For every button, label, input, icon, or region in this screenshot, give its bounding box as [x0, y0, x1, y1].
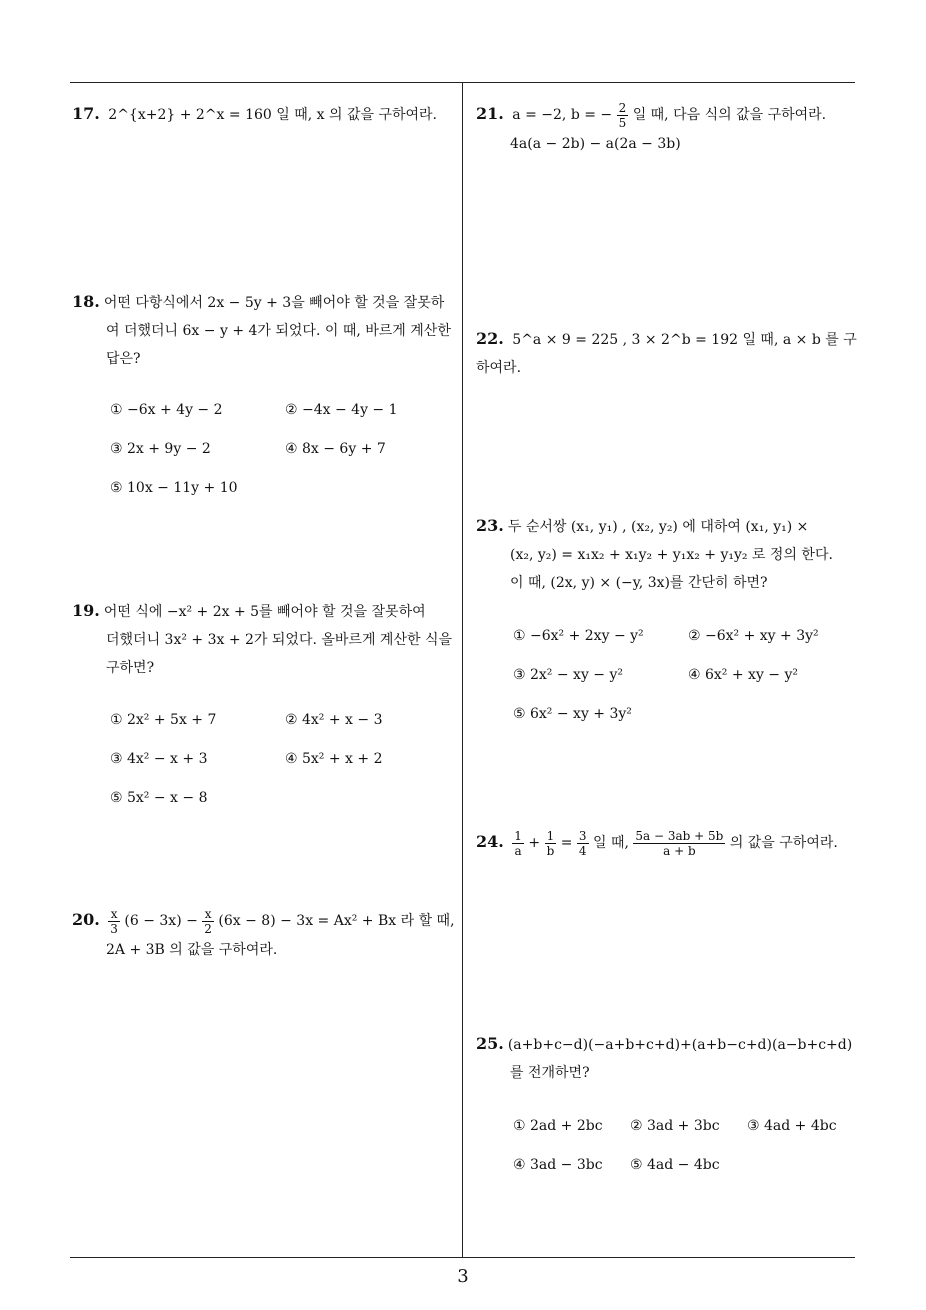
column-divider [462, 82, 463, 1258]
problem-text-line: 를 전개하면? [510, 1065, 590, 1081]
problem-24 [476, 828, 861, 858]
problem-number: 20. [72, 910, 100, 929]
expression-part: 일 때, 다음 식의 값을 구하여라. [632, 107, 827, 123]
problem-number: 21. [476, 104, 504, 123]
problem-text-line: (a+b+c−d)(−a+b+c+d)+(a+b−c+d)(a−b+c+d) [507, 1037, 853, 1053]
problem-text-line: 4a(a − 2b) − a(2a − 3b) [510, 135, 681, 152]
fraction: $\frac{1}{a}$ [514, 828, 522, 858]
problem-25 [476, 1030, 861, 1087]
problem-20 [72, 906, 457, 964]
expression-part: 의 값을 구하여라. [729, 835, 838, 851]
problem-text: 2^{x+2} + 2^x = 160 일 때, x 의 값을 구하여라. [108, 107, 438, 123]
problem-22 [476, 325, 861, 382]
choice-1[interactable]: ① −6x² + 2xy − y² [513, 628, 644, 644]
choice-5[interactable]: ⑤ 5x² − x − 8 [110, 790, 208, 806]
problem-number: 18. [72, 292, 100, 311]
problem-18 [72, 288, 457, 373]
choice-3[interactable]: ③ 4x² − x + 3 [110, 751, 208, 767]
fraction: $\frac{x}{2}$ [204, 906, 212, 936]
fraction: $\frac{2}{5}$ [618, 100, 627, 130]
choice-5[interactable]: ⑤ 10x − 11y + 10 [110, 480, 238, 496]
choices-23 [513, 624, 853, 734]
choice-4[interactable]: ④ 3ad − 3bc [513, 1157, 603, 1173]
choice-1[interactable]: ① 2x² + 5x + 7 [110, 712, 217, 728]
problem-text-line: 어떤 다항식에서 2x − 5y + 3을 빼어야 할 것을 잘못하 [103, 295, 445, 311]
problem-text-line: 답은? [106, 351, 141, 367]
choice-4[interactable]: ④ 8x − 6y + 7 [285, 441, 386, 457]
choice-3[interactable]: ③ 2x² − xy − y² [513, 667, 624, 683]
choice-4[interactable]: ④ 6x² + xy − y² [688, 667, 799, 683]
choices-19 [110, 708, 450, 818]
problem-text-line: 이 때, (2x, y) × (−y, 3x)를 간단히 하면? [510, 575, 768, 591]
choice-2[interactable]: ② 4x² + x − 3 [285, 712, 383, 728]
problem-number: 22. [476, 329, 504, 348]
fraction: $\frac{3}{4}$ [578, 828, 587, 858]
operator: + [528, 835, 541, 851]
choice-2[interactable]: ② −6x² + xy + 3y² [688, 628, 819, 644]
expression-part: 일 때, [593, 835, 629, 851]
problem-23 [476, 512, 861, 597]
problem-text-line: 어떤 식에 −x² + 2x + 5를 빼어야 할 것을 잘못하여 [103, 604, 426, 620]
problem-number: 17. [72, 104, 100, 123]
choices-18 [110, 398, 450, 508]
operator: = [560, 835, 573, 851]
problem-21 [476, 100, 861, 158]
problem-number: 19. [72, 601, 100, 620]
problem-text-line: 더했더니 3x² + 3x + 2가 되었다. 올바르게 계산한 식을 [106, 632, 452, 648]
problem-text-line: 구하면? [106, 660, 155, 676]
choice-3[interactable]: ③ 2x + 9y − 2 [110, 441, 211, 457]
choice-1[interactable]: ① −6x + 4y − 2 [110, 402, 223, 418]
problem-number: 23. [476, 516, 504, 535]
choices-25 [513, 1114, 853, 1184]
fraction: $\frac{5a - 3ab + 5b}{a + b}$ [635, 828, 724, 858]
expression-part: (6x − 8) − 3x = Ax² + Bx 라 할 때, [218, 913, 455, 929]
expression-part: (6 − 3x) − [124, 913, 198, 929]
fraction: $\frac{1}{b}$ [546, 828, 555, 858]
problem-text-line: 두 순서쌍 (x₁, y₁) , (x₂, y₂) 에 대하여 (x₁, y₁) × [507, 519, 809, 535]
page-number: 3 [457, 1266, 469, 1287]
problem-19 [72, 597, 457, 682]
problem-text: 5^a × 9 = 225 , 3 × 2^b = 192 일 때, a × b 를 구하여라. [476, 332, 857, 376]
bottom-rule [70, 1257, 855, 1258]
problem-text-line: (x₂, y₂) = x₁x₂ + x₁y₂ + y₁x₂ + y₁y₂ 로 정의 한다. [510, 547, 833, 563]
expression-part: a = −2, b = − [512, 107, 613, 123]
problem-text-line: 여 더했더니 6x − y + 4가 되었다. 이 때, 바르게 계산한 [106, 323, 451, 339]
problem-text-line: 2A + 3B 의 값을 구하여라. [106, 941, 278, 958]
problem-17 [72, 100, 457, 129]
choice-2[interactable]: ② −4x − 4y − 1 [285, 402, 398, 418]
choice-4[interactable]: ④ 5x² + x + 2 [285, 751, 383, 767]
choice-5[interactable]: ⑤ 6x² − xy + 3y² [513, 706, 632, 722]
fraction: $\frac{x}{3}$ [110, 906, 118, 936]
choice-1[interactable]: ① 2ad + 2bc [513, 1118, 603, 1134]
problem-number: 25. [476, 1034, 504, 1053]
choice-2[interactable]: ② 3ad + 3bc [630, 1118, 720, 1134]
problem-number: 24. [476, 832, 504, 851]
choice-5[interactable]: ⑤ 4ad − 4bc [630, 1157, 720, 1173]
choice-3[interactable]: ③ 4ad + 4bc [747, 1118, 837, 1134]
